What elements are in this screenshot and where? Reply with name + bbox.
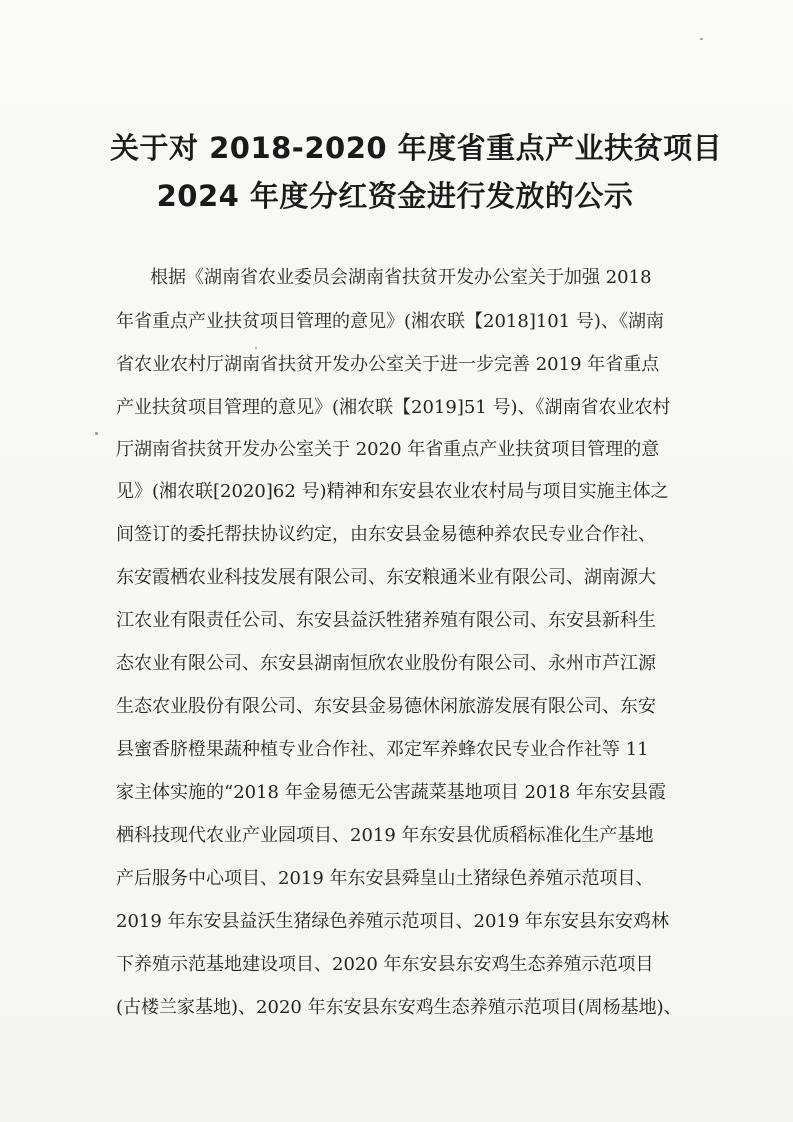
body-line-3: 省农业农村厅湖南省扶贫开发办公室关于进一步完善 2019 年省重点: [116, 354, 660, 375]
body-line-5: 厅湖南省扶贫开发办公室关于 2020 年省重点产业扶贫项目管理的意: [116, 439, 660, 460]
body-line-2: 年省重点产业扶贫项目管理的意见》(湘农联【2018]101 号)、《湖南: [116, 311, 664, 332]
scan-speck: [255, 347, 257, 349]
body-line-8: 东安霞栖农业科技发展有限公司、东安粮通米业有限公司、湖南源大: [116, 567, 656, 588]
body-line-9: 江农业有限责任公司、东安县益沃牲猪养殖有限公司、东安县新科生: [116, 610, 656, 631]
body-line-13: 家主体实施的“2018 年金易德无公害蔬菜基地项目 2018 年东安县霞: [116, 782, 666, 803]
body-line-1: 根据《湖南省农业委员会湖南省扶贫开发办公室关于加强 2018: [150, 267, 652, 288]
scan-speck: [700, 38, 703, 40]
body-line-18: (古楼兰家基地)、2020 年东安县东安鸡生态养殖示范项目(周杨基地)、: [116, 997, 682, 1018]
body-line-10: 态农业有限公司、东安县湖南恒欣农业股份有限公司、永州市芦江源: [116, 653, 656, 674]
document-title-line-2: 2024 年度分红资金进行发放的公示: [156, 179, 634, 213]
body-line-16: 2019 年东安县益沃生猪绿色养殖示范项目、2019 年东安县东安鸡林: [116, 911, 670, 932]
body-line-12: 县蜜香脐橙果蔬种植专业合作社、邓定军养蜂农民专业合作社等 11: [116, 739, 649, 760]
scan-speck: [95, 432, 98, 435]
document-title-line-1: 关于对 2018-2020 年度省重点产业扶贫项目: [110, 131, 723, 165]
body-line-15: 产后服务中心项目、2019 年东安县舜皇山土猪绿色养殖示范项目、: [116, 868, 654, 889]
body-line-4: 产业扶贫项目管理的意见》(湘农联【2019]51 号)、《湖南省农业农村: [116, 397, 671, 418]
body-line-7: 间签订的委托帮扶协议约定，由东安县金易德种养农民专业合作社、: [116, 524, 656, 545]
body-line-17: 下养殖示范基地建设项目、2020 年东安县东安鸡生态养殖示范项目: [116, 954, 654, 975]
body-line-14: 栖科技现代农业产业园项目、2019 年东安县优质稻标准化生产基地: [116, 825, 654, 846]
body-line-11: 生态农业股份有限公司、东安县金易德休闲旅游发展有限公司、东安: [116, 696, 656, 717]
body-line-6: 见》(湘农联[2020]62 号)精神和东安县农业农村局与项目实施主体之: [116, 481, 669, 502]
